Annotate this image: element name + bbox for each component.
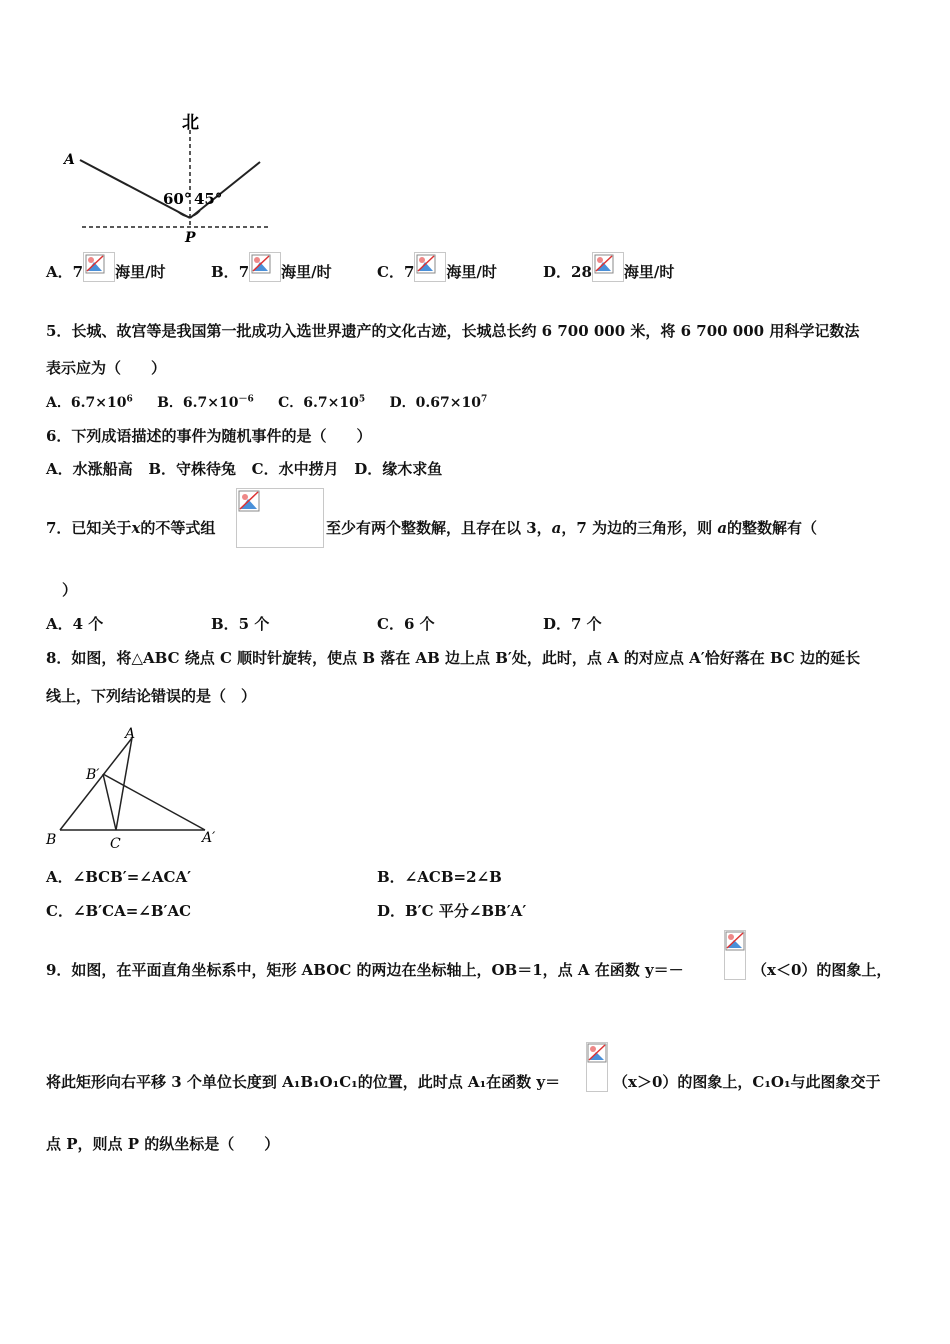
q9-line1-start: 9．如图，在平面直角坐标系中，矩形 ABOC 的两边在坐标轴上，OB＝1，点 A 在函数 y＝－ xyxy=(46,961,684,979)
q7-close-paren: ） xyxy=(62,581,78,599)
broken-image-icon xyxy=(592,252,624,282)
q5-option-d: D．$0.67\times 10^7$ xyxy=(389,394,488,411)
fraction-image xyxy=(724,930,746,980)
q5-option-a: A．$6.7\times 10^6$ xyxy=(46,394,133,411)
broken-image-icon xyxy=(587,1043,607,1065)
q9-line2-end: （x＞0）的图象上，C₁O₁与此图象交于 xyxy=(613,1073,881,1091)
q9-line1-end: （x＜0）的图象上， xyxy=(752,961,892,979)
q6-options xyxy=(46,458,442,479)
q7-stem-part1: 7．已知关于x的不等式组 xyxy=(46,519,216,537)
broken-image-icon xyxy=(249,252,281,282)
vertex-a-prime-label: A′ xyxy=(202,830,216,846)
q6-option-b: B．守株待兔 xyxy=(148,460,236,478)
angle-45-label: 45° xyxy=(194,190,223,208)
q7-stem-part2: 至少有两个整数解，且存在以 3，a，7 为边的三角形，则 a的整数解有（ xyxy=(326,519,818,537)
q8-option-d: D．B′C 平分∠BB′A′ xyxy=(377,902,527,920)
q7-option-a: A．4 个 xyxy=(46,615,104,633)
broken-image-icon xyxy=(725,931,745,953)
q8-option-b: B．∠ACB=2∠B xyxy=(377,868,502,886)
q5-option-b: B．$6.7\times 10^{-6}$ xyxy=(157,394,254,411)
q8-option-c: C．∠B′CA=∠B′AC xyxy=(46,902,192,920)
q5-option-c: C．$6.7\times 10^5$ xyxy=(278,394,366,411)
vertex-c-label: C xyxy=(110,836,121,852)
q7-option-c: C．6 个 xyxy=(377,615,435,633)
q7-option-b: B．5 个 xyxy=(211,615,270,633)
q8-stem-line1: 8．如图，将△ABC 绕点 C 顺时针旋转，使点 B 落在 AB 边上点 B′处，此时，点 A 的对应点 A′恰好落在 BC 边的延长 xyxy=(46,649,861,667)
q6-option-a: A．水涨船高 xyxy=(46,460,133,478)
q5-stem-line2: 表示应为（ ） xyxy=(46,359,167,377)
fraction-image xyxy=(586,1042,608,1092)
q5-options xyxy=(46,391,487,412)
q8-stem-line2: 线上，下列结论错误的是（ ） xyxy=(46,687,257,705)
q7-option-d: D．7 个 xyxy=(543,615,602,633)
q4-option-c: C．7 海里/时 xyxy=(377,258,497,288)
vertex-b-label: B xyxy=(46,832,57,848)
bearing-figure xyxy=(60,108,280,248)
broken-image-icon xyxy=(414,252,446,282)
point-p-label: P xyxy=(185,230,196,246)
vertex-b-prime-label: B′ xyxy=(86,767,100,783)
q8-option-a: A．∠BCB′=∠ACA′ xyxy=(46,868,192,886)
q4-option-d: D．28 海里/时 xyxy=(543,258,674,288)
q5-stem-line1: 5．长城、故宫等是我国第一批成功入选世界遗产的文化古迹，长城总长约 6 700 000 米，将 6 700 000 用科学记数法 xyxy=(46,322,860,340)
q4-option-b: B．7 海里/时 xyxy=(211,258,332,288)
point-a-label: A xyxy=(64,152,75,168)
q6-option-c: C．水中捞月 xyxy=(251,460,339,478)
q6-stem: 6．下列成语描述的事件为随机事件的是（ ） xyxy=(46,427,372,445)
q9-line2-start: 将此矩形向右平移 3 个单位长度到 A₁B₁O₁C₁的位置，此时点 A₁在函数 y＝ xyxy=(46,1073,561,1091)
broken-image-icon xyxy=(83,252,115,282)
angle-60-label: 60° xyxy=(163,190,192,208)
broken-image-icon xyxy=(237,489,261,513)
north-label: 北 xyxy=(182,113,199,133)
q6-option-d: D．缘木求鱼 xyxy=(354,460,443,478)
q9-line3: 点 P，则点 P 的纵坐标是（ ） xyxy=(46,1135,280,1153)
q4-option-a: A．7 海里/时 xyxy=(46,258,166,288)
inequality-system-image xyxy=(236,488,324,548)
vertex-a-label: A xyxy=(125,726,136,742)
rotation-triangle-figure xyxy=(40,724,230,854)
